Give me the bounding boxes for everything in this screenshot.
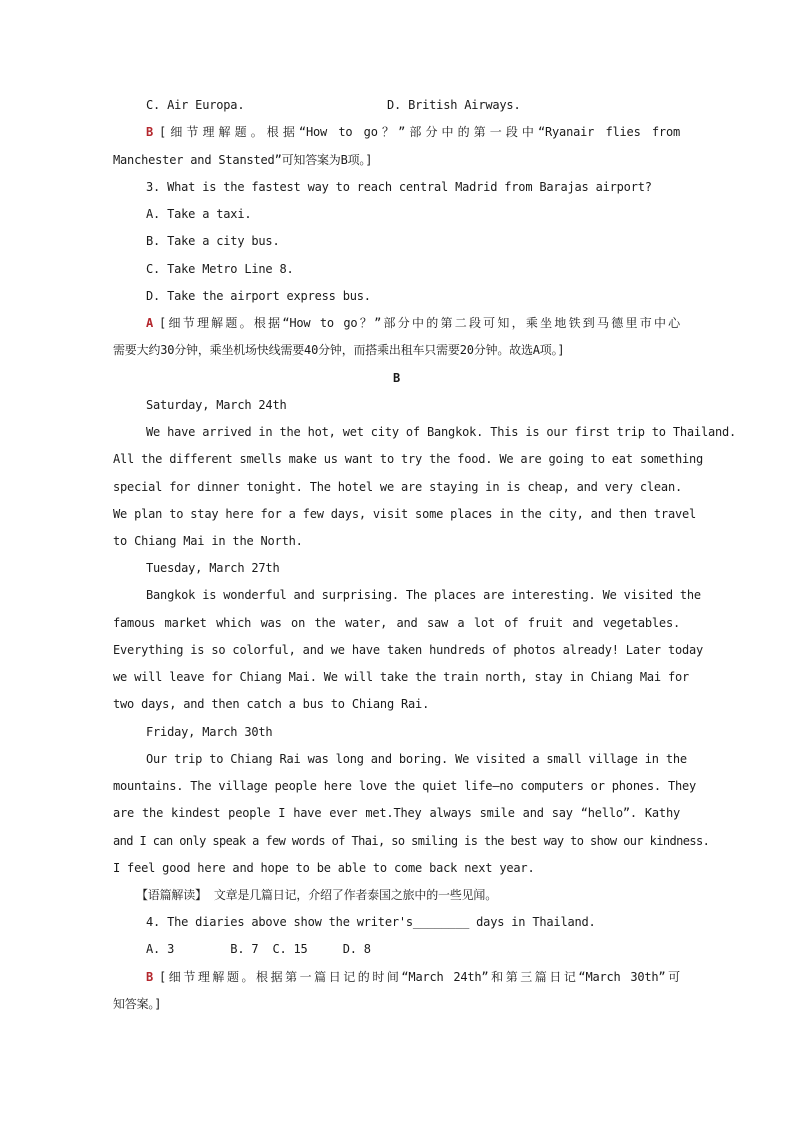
q4-answer: B	[146, 970, 154, 984]
diary-2-line-4: we will leave for Chiang Mai. We will take the train north, stay in Chiang Mai for	[113, 670, 690, 684]
q4-options: A. 3 B. 7 C. 15 D. 8	[146, 942, 371, 956]
diary-1-line-2: All the different smells make us want to try the food. We are going to eat something	[113, 452, 704, 466]
diary-3-line-2: mountains. The village people here love the quiet life—no computers or phones. They	[113, 779, 697, 793]
q3-question: 3. What is the fastest way to reach central Madrid from Barajas airport?	[146, 180, 652, 194]
section-b-heading: B	[392, 371, 401, 385]
q2-option-c: C. Air Europa.	[146, 98, 245, 112]
diary-1-line-5: to Chiang Mai in the North.	[113, 534, 303, 548]
diary-3-line-5: I feel good here and hope to be able to come back next year.	[113, 861, 535, 875]
q4-explanation-line-2: 知答案。]	[113, 997, 162, 1011]
q3-answer: A	[146, 316, 154, 330]
diary-2-line-1: Bangkok is wonderful and surprising. The places are interesting. We visited the	[146, 588, 701, 602]
q2-explanation-line-1: B [细节理解题。根据“How to go？”部分中的第一段中“Ryanair flies from	[146, 125, 680, 139]
diary-1-line-1: We have arrived in the hot, wet city of Bangkok. This is our first trip to Thailand.	[146, 425, 737, 439]
diary-2-line-3: Everything is so colorful, and we have taken hundreds of photos already! Later today	[113, 643, 704, 657]
diary-3-date: Friday, March 30th	[146, 725, 273, 739]
diary-3-line-1: Our trip to Chiang Rai was long and boring. We visited a small village in the	[146, 752, 687, 766]
q2-answer: B	[146, 125, 154, 139]
q4-question: 4. The diaries above show the writer's________ days in Thailand.	[146, 915, 596, 929]
q2-explanation-line-2: Manchester and Stansted”可知答案为B项。]	[113, 153, 373, 167]
q3-option-d: D. Take the airport express bus.	[146, 289, 371, 303]
diary-1-line-3: special for dinner tonight. The hotel we are staying in is cheap, and very clean.	[113, 480, 682, 494]
q3-option-c: C. Take Metro Line 8.	[146, 262, 294, 276]
q3-option-a: A. Take a taxi.	[146, 207, 252, 221]
diary-2-date: Tuesday, March 27th	[146, 561, 280, 575]
q3-explanation-line-2: 需要大约30分钟，乘坐机场快线需要40分钟，而搭乘出租车只需要20分钟。故选A项。]	[113, 343, 565, 357]
q3-explanation-line-1: A [细节理解题。根据“How to go？”部分中的第二段可知，乘坐地铁到马德里市中心	[146, 316, 680, 330]
diary-1-date: Saturday, March 24th	[146, 398, 287, 412]
passage-summary: 【语篇解读】 文章是几篇日记，介绍了作者泰国之旅中的一些见闻。	[136, 888, 498, 902]
q4-explanation-line-1: B [细节理解题。根据第一篇日记的时间“March 24th”和第三篇日记“March 30th”可	[146, 970, 680, 984]
q2-option-row	[146, 96, 244, 114]
diary-3-line-4: and I can only speak a few words of Thai, so smiling is the best way to show our kindness.	[113, 834, 710, 848]
q2-option-d: D. British Airways.	[387, 98, 521, 112]
q3-option-b: B. Take a city bus.	[146, 234, 280, 248]
diary-1-line-4: We plan to stay here for a few days, visit some places in the city, and then travel	[113, 507, 697, 521]
diary-2-line-5: two days, and then catch a bus to Chiang Rai.	[113, 697, 430, 711]
diary-3-line-3: are the kindest people I have ever met.They always smile and say “hello”. Kathy	[113, 806, 680, 820]
diary-2-line-2: famous market which was on the water, and saw a lot of fruit and vegetables.	[113, 616, 680, 630]
